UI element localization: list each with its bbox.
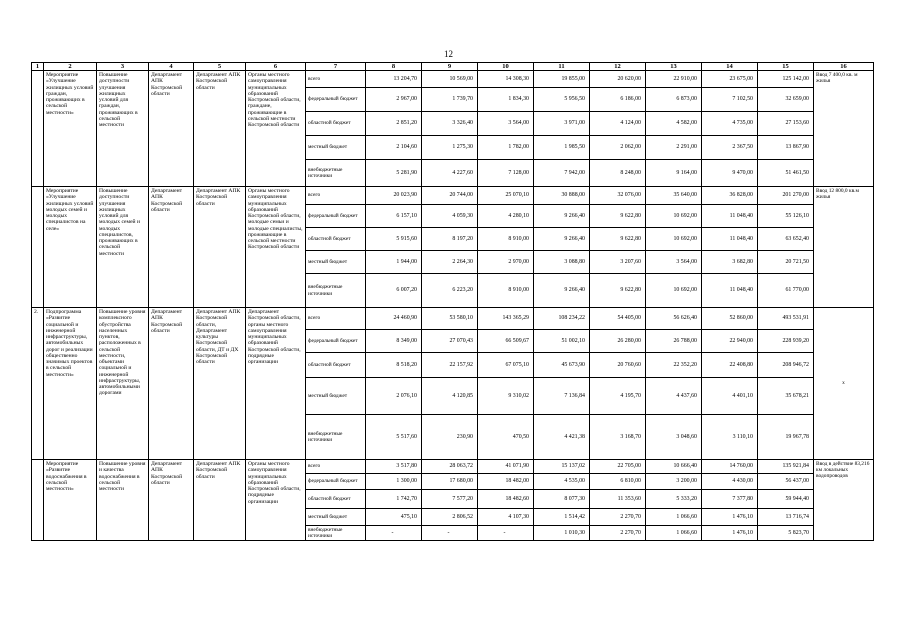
amount-cell: 4 107,30 bbox=[478, 509, 534, 526]
goal-cell: Повышение доступности улучшения жилищных условий для молодых семей и молодых специалистов, проживающих в сельской местности bbox=[97, 187, 149, 308]
amount-cell: 51 002,10 bbox=[534, 330, 590, 353]
column-number-cell: 13 bbox=[646, 63, 702, 71]
amount-cell: 56 626,40 bbox=[646, 308, 702, 330]
amount-cell: - bbox=[478, 526, 534, 541]
amount-cell: 18 482,00 bbox=[478, 474, 534, 490]
amount-cell: 125 142,00 bbox=[758, 71, 814, 88]
amount-cell: 228 939,20 bbox=[758, 330, 814, 353]
amount-cell: 1 742,70 bbox=[366, 490, 422, 509]
amount-cell: 28 063,72 bbox=[422, 460, 478, 474]
amount-cell: 7 102,50 bbox=[702, 88, 758, 112]
amount-cell: 4 280,10 bbox=[478, 205, 534, 228]
amount-cell: 5 956,50 bbox=[534, 88, 590, 112]
expected-result-cell: Ввод в действие 83,216 км локальных водопроводов bbox=[814, 460, 874, 541]
amount-cell: 13 204,70 bbox=[366, 71, 422, 88]
column-number-cell: 5 bbox=[194, 63, 246, 71]
amount-cell: 3 088,80 bbox=[534, 251, 590, 274]
activity-name-cell: Подпрограмма «Развитие социальной и инженерной инфраструктуры, автомобильных дорог и реализации общественно значимых проектов в сельской местности» bbox=[44, 308, 97, 460]
column-number-cell: 10 bbox=[478, 63, 534, 71]
amount-cell: 4 120,85 bbox=[422, 378, 478, 415]
amount-cell: 8 910,00 bbox=[478, 228, 534, 251]
amount-cell: 6 873,00 bbox=[646, 88, 702, 112]
funding-source-cell: внебюджетные источники bbox=[306, 526, 366, 541]
column-number-row bbox=[32, 63, 874, 71]
amount-cell: 26 280,00 bbox=[590, 330, 646, 353]
amount-cell: 45 673,90 bbox=[534, 353, 590, 378]
column-number-cell: 12 bbox=[590, 63, 646, 71]
amount-cell: 22 352,20 bbox=[646, 353, 702, 378]
amount-cell: 10 692,00 bbox=[646, 228, 702, 251]
activity-name-cell: Мероприятие «Развитие водоснабжения в сельской местности» bbox=[44, 460, 97, 541]
funding-source-cell: областной бюджет bbox=[306, 490, 366, 509]
funding-source-cell: местный бюджет bbox=[306, 136, 366, 160]
column-number-cell: 15 bbox=[758, 63, 814, 71]
amount-cell: 201 270,00 bbox=[758, 187, 814, 205]
amount-cell: 20 744,00 bbox=[422, 187, 478, 205]
amount-cell: 20 760,60 bbox=[590, 353, 646, 378]
amount-cell: 2 104,60 bbox=[366, 136, 422, 160]
funding-source-cell: местный бюджет bbox=[306, 378, 366, 415]
amount-cell: 22 408,80 bbox=[702, 353, 758, 378]
amount-cell: 1 066,60 bbox=[646, 509, 702, 526]
amount-cell: 4 059,30 bbox=[422, 205, 478, 228]
amount-cell: 25 070,10 bbox=[478, 187, 534, 205]
amount-cell: 59 944,40 bbox=[758, 490, 814, 509]
responsible-executor-cell: Департамент АПК Костромской области bbox=[149, 71, 194, 187]
amount-cell: 61 770,00 bbox=[758, 274, 814, 308]
amount-cell: 5 517,60 bbox=[366, 415, 422, 460]
funding-source-cell: внебюджетные источники bbox=[306, 415, 366, 460]
amount-cell: 1 066,60 bbox=[646, 526, 702, 541]
amount-cell: 20 023,90 bbox=[366, 187, 422, 205]
participants-cell: Органы местного самоуправления муниципальных образований Костромской области, подрядные организации bbox=[246, 460, 306, 541]
amount-cell: 2 270,70 bbox=[590, 509, 646, 526]
amount-cell: 1 275,30 bbox=[422, 136, 478, 160]
amount-cell: 4 421,38 bbox=[534, 415, 590, 460]
column-number-cell: 11 bbox=[534, 63, 590, 71]
amount-cell: 2 291,00 bbox=[646, 136, 702, 160]
amount-cell: 3 564,00 bbox=[478, 112, 534, 136]
amount-cell: 11 048,40 bbox=[702, 228, 758, 251]
amount-cell: 8 197,20 bbox=[422, 228, 478, 251]
funding-source-cell: областной бюджет bbox=[306, 228, 366, 251]
amount-cell: 9 622,80 bbox=[590, 274, 646, 308]
amount-cell: 6 810,00 bbox=[590, 474, 646, 490]
executor-cell: Департамент АПК Костромской области, Департамент культуры Костромской области, ДТ и ДХ Костромской области bbox=[194, 308, 246, 460]
amount-cell: 7 377,80 bbox=[702, 490, 758, 509]
funding-source-cell: внебюджетные источники bbox=[306, 274, 366, 308]
table-row bbox=[32, 71, 874, 88]
amount-cell: 54 405,00 bbox=[590, 308, 646, 330]
funding-source-cell: федеральный бюджет bbox=[306, 330, 366, 353]
column-number-cell: 1 bbox=[32, 63, 44, 71]
amount-cell: 27 070,43 bbox=[422, 330, 478, 353]
amount-cell: 20 721,50 bbox=[758, 251, 814, 274]
amount-cell: 35 678,21 bbox=[758, 378, 814, 415]
executor-cell: Департамент АПК Костромской области bbox=[194, 187, 246, 308]
amount-cell: 11 048,40 bbox=[702, 205, 758, 228]
amount-cell: 8 077,30 bbox=[534, 490, 590, 509]
amount-cell: 10 666,40 bbox=[646, 460, 702, 474]
amount-cell: 1 782,00 bbox=[478, 136, 534, 160]
amount-cell: 10 692,00 bbox=[646, 205, 702, 228]
table-row bbox=[32, 460, 874, 474]
funding-source-cell: областной бюджет bbox=[306, 353, 366, 378]
amount-cell: 1 944,00 bbox=[366, 251, 422, 274]
amount-cell: 9 310,02 bbox=[478, 378, 534, 415]
amount-cell: 15 137,02 bbox=[534, 460, 590, 474]
page-number: 12 bbox=[444, 49, 453, 59]
amount-cell: 51 461,50 bbox=[758, 160, 814, 187]
column-number-cell: 9 bbox=[422, 63, 478, 71]
participants-cell: Органы местного самоуправления муниципальных образований Костромской области, граждане, проживающие в сельской местности Костромской области bbox=[246, 71, 306, 187]
amount-cell: 475,10 bbox=[366, 509, 422, 526]
amount-cell: 36 828,00 bbox=[702, 187, 758, 205]
amount-cell: 32 076,00 bbox=[590, 187, 646, 205]
amount-cell: 4 535,00 bbox=[534, 474, 590, 490]
column-number-cell: 14 bbox=[702, 63, 758, 71]
amount-cell: 6 186,00 bbox=[590, 88, 646, 112]
amount-cell: 11 353,60 bbox=[590, 490, 646, 509]
amount-cell: 135 921,84 bbox=[758, 460, 814, 474]
amount-cell: 23 675,00 bbox=[702, 71, 758, 88]
amount-cell: 3 971,00 bbox=[534, 112, 590, 136]
amount-cell: 7 136,84 bbox=[534, 378, 590, 415]
amount-cell: 7 128,00 bbox=[478, 160, 534, 187]
amount-cell: 67 075,10 bbox=[478, 353, 534, 378]
amount-cell: 1 476,10 bbox=[702, 509, 758, 526]
amount-cell: 10 569,00 bbox=[422, 71, 478, 88]
amount-cell: 20 620,00 bbox=[590, 71, 646, 88]
amount-cell: 52 860,00 bbox=[702, 308, 758, 330]
amount-cell: 4 430,00 bbox=[702, 474, 758, 490]
amount-cell: 66 509,67 bbox=[478, 330, 534, 353]
participants-cell: Департамент Костромской области, органы местного самоуправления муниципальных образований Костромской области, подрядные организации bbox=[246, 308, 306, 460]
funding-source-cell: всего bbox=[306, 460, 366, 474]
executor-cell: Департамент АПК Костромской области bbox=[194, 71, 246, 187]
funding-source-cell: федеральный бюджет bbox=[306, 88, 366, 112]
amount-cell: 9 266,40 bbox=[534, 205, 590, 228]
participants-cell: Органы местного самоуправления муниципальных образований Костромской области, молодые семьи и молодые специалисты, проживающие в сельской местности Костромской области bbox=[246, 187, 306, 308]
activity-name-cell: Мероприятие «Улучшение жилищных условий молодых семей и молодых специалистов на селе» bbox=[44, 187, 97, 308]
amount-cell: 8 248,00 bbox=[590, 160, 646, 187]
amount-cell: 4 124,00 bbox=[590, 112, 646, 136]
amount-cell: 2 967,00 bbox=[366, 88, 422, 112]
amount-cell: 1 985,50 bbox=[534, 136, 590, 160]
amount-cell: 13 716,74 bbox=[758, 509, 814, 526]
expected-result-cell: Ввод 7 400,0 кв. м жилья bbox=[814, 71, 874, 187]
amount-cell: 13 867,90 bbox=[758, 136, 814, 160]
amount-cell: 3 168,70 bbox=[590, 415, 646, 460]
row-number-cell bbox=[32, 460, 44, 541]
amount-cell: 5 281,90 bbox=[366, 160, 422, 187]
amount-cell: 8 518,20 bbox=[366, 353, 422, 378]
amount-cell: 8 910,00 bbox=[478, 274, 534, 308]
funding-source-cell: всего bbox=[306, 71, 366, 88]
amount-cell: - bbox=[422, 526, 478, 541]
amount-cell: 3 200,00 bbox=[646, 474, 702, 490]
amount-cell: 19 855,00 bbox=[534, 71, 590, 88]
amount-cell: 3 326,40 bbox=[422, 112, 478, 136]
amount-cell: 4 582,00 bbox=[646, 112, 702, 136]
amount-cell: 8 349,00 bbox=[366, 330, 422, 353]
amount-cell: 2 270,70 bbox=[590, 526, 646, 541]
row-number-cell bbox=[32, 187, 44, 308]
amount-cell: 6 157,10 bbox=[366, 205, 422, 228]
amount-cell: 2 851,20 bbox=[366, 112, 422, 136]
amount-cell: 27 153,60 bbox=[758, 112, 814, 136]
funding-source-cell: федеральный бюджет bbox=[306, 474, 366, 490]
table-row bbox=[32, 308, 874, 330]
amount-cell: 3 682,80 bbox=[702, 251, 758, 274]
amount-cell: 10 692,00 bbox=[646, 274, 702, 308]
table-row bbox=[32, 187, 874, 205]
amount-cell: 3 564,00 bbox=[646, 251, 702, 274]
amount-cell: 9 266,40 bbox=[534, 228, 590, 251]
amount-cell: 2 062,00 bbox=[590, 136, 646, 160]
amount-cell: 9 266,40 bbox=[534, 274, 590, 308]
funding-source-cell: всего bbox=[306, 308, 366, 330]
column-number-cell: 7 bbox=[306, 63, 366, 71]
amount-cell: 2 076,10 bbox=[366, 378, 422, 415]
expected-result-cell: Ввод 12 800,0 кв.м жилья bbox=[814, 187, 874, 308]
amount-cell: 493 531,91 bbox=[758, 308, 814, 330]
amount-cell: 143 365,29 bbox=[478, 308, 534, 330]
goal-cell: Повышение уровня комплексного обустройства населенных пунктов, расположенных в сельской местности, объектами социальной и инженерной инфраструктуры, автомобильными дорогами bbox=[97, 308, 149, 460]
amount-cell: 24 460,90 bbox=[366, 308, 422, 330]
amount-cell: 9 470,00 bbox=[702, 160, 758, 187]
amount-cell: 2 367,50 bbox=[702, 136, 758, 160]
amount-cell: 18 482,60 bbox=[478, 490, 534, 509]
amount-cell: 55 126,10 bbox=[758, 205, 814, 228]
amount-cell: 3 110,10 bbox=[702, 415, 758, 460]
amount-cell: 9 622,80 bbox=[590, 228, 646, 251]
amount-cell: 5 915,60 bbox=[366, 228, 422, 251]
column-number-cell: 6 bbox=[246, 63, 306, 71]
goal-cell: Повышение уровня и качества водоснабжения в сельской местности bbox=[97, 460, 149, 541]
amount-cell: 9 622,80 bbox=[590, 205, 646, 228]
amount-cell: 22 940,00 bbox=[702, 330, 758, 353]
amount-cell: 32 659,00 bbox=[758, 88, 814, 112]
funding-source-cell: местный бюджет bbox=[306, 509, 366, 526]
amount-cell: 26 788,00 bbox=[646, 330, 702, 353]
amount-cell: 56 437,00 bbox=[758, 474, 814, 490]
funding-source-cell: местный бюджет bbox=[306, 251, 366, 274]
column-number-cell: 4 bbox=[149, 63, 194, 71]
responsible-executor-cell: Департамент АПК Костромской области bbox=[149, 187, 194, 308]
amount-cell: 2 970,00 bbox=[478, 251, 534, 274]
amount-cell: 14 308,30 bbox=[478, 71, 534, 88]
amount-cell: 1 834,30 bbox=[478, 88, 534, 112]
column-number-cell: 2 bbox=[44, 63, 97, 71]
amount-cell: 1 739,70 bbox=[422, 88, 478, 112]
amount-cell: 4 437,60 bbox=[646, 378, 702, 415]
amount-cell: 2 264,30 bbox=[422, 251, 478, 274]
column-number-cell: 3 bbox=[97, 63, 149, 71]
amount-cell: 53 580,10 bbox=[422, 308, 478, 330]
funding-source-cell: внебюджетные источники bbox=[306, 160, 366, 187]
amount-cell: 11 048,40 bbox=[702, 274, 758, 308]
funding-source-cell: областной бюджет bbox=[306, 112, 366, 136]
funding-source-cell: всего bbox=[306, 187, 366, 205]
amount-cell: 19 967,78 bbox=[758, 415, 814, 460]
amount-cell: 41 071,90 bbox=[478, 460, 534, 474]
amount-cell: 5 823,70 bbox=[758, 526, 814, 541]
amount-cell: 1 010,30 bbox=[534, 526, 590, 541]
amount-cell: 22 157,92 bbox=[422, 353, 478, 378]
executor-cell: Департамент АПК Костромской области bbox=[194, 460, 246, 541]
amount-cell: 5 333,20 bbox=[646, 490, 702, 509]
amount-cell: 1 514,42 bbox=[534, 509, 590, 526]
funding-source-cell: федеральный бюджет bbox=[306, 205, 366, 228]
amount-cell: 7 577,20 bbox=[422, 490, 478, 509]
amount-cell: 1 476,10 bbox=[702, 526, 758, 541]
amount-cell: 1 300,00 bbox=[366, 474, 422, 490]
amount-cell: 22 705,00 bbox=[590, 460, 646, 474]
goal-cell: Повышение доступности улучшения жилищных условий для граждан, проживающих в сельской местности bbox=[97, 71, 149, 187]
program-table bbox=[31, 62, 874, 541]
responsible-executor-cell: Департамент АПК Костромской области bbox=[149, 308, 194, 460]
amount-cell: 208 946,72 bbox=[758, 353, 814, 378]
amount-cell: 14 760,00 bbox=[702, 460, 758, 474]
column-number-cell: 8 bbox=[366, 63, 422, 71]
responsible-executor-cell: Департамент АПК Костромской области bbox=[149, 460, 194, 541]
amount-cell: 6 007,20 bbox=[366, 274, 422, 308]
amount-cell: 4 401,10 bbox=[702, 378, 758, 415]
amount-cell: 108 234,22 bbox=[534, 308, 590, 330]
amount-cell: 35 640,00 bbox=[646, 187, 702, 205]
amount-cell: 2 806,52 bbox=[422, 509, 478, 526]
expected-result-cell: x bbox=[814, 308, 874, 460]
amount-cell: 3 048,60 bbox=[646, 415, 702, 460]
amount-cell: 4 195,70 bbox=[590, 378, 646, 415]
amount-cell: 4 227,60 bbox=[422, 160, 478, 187]
amount-cell: 470,50 bbox=[478, 415, 534, 460]
amount-cell: 4 735,00 bbox=[702, 112, 758, 136]
amount-cell: 9 164,00 bbox=[646, 160, 702, 187]
amount-cell: 3 517,80 bbox=[366, 460, 422, 474]
row-number-cell bbox=[32, 71, 44, 187]
column-number-cell: 16 bbox=[814, 63, 874, 71]
amount-cell: 17 680,00 bbox=[422, 474, 478, 490]
amount-cell: 7 942,00 bbox=[534, 160, 590, 187]
amount-cell: 30 888,00 bbox=[534, 187, 590, 205]
amount-cell: - bbox=[366, 526, 422, 541]
amount-cell: 230,90 bbox=[422, 415, 478, 460]
amount-cell: 3 207,60 bbox=[590, 251, 646, 274]
activity-name-cell: Мероприятие «Улучшение жилищных условий граждан, проживающих в сельской местности» bbox=[44, 71, 97, 187]
amount-cell: 22 910,00 bbox=[646, 71, 702, 88]
row-number-cell: 2. bbox=[32, 308, 44, 460]
amount-cell: 6 223,20 bbox=[422, 274, 478, 308]
amount-cell: 63 652,40 bbox=[758, 228, 814, 251]
